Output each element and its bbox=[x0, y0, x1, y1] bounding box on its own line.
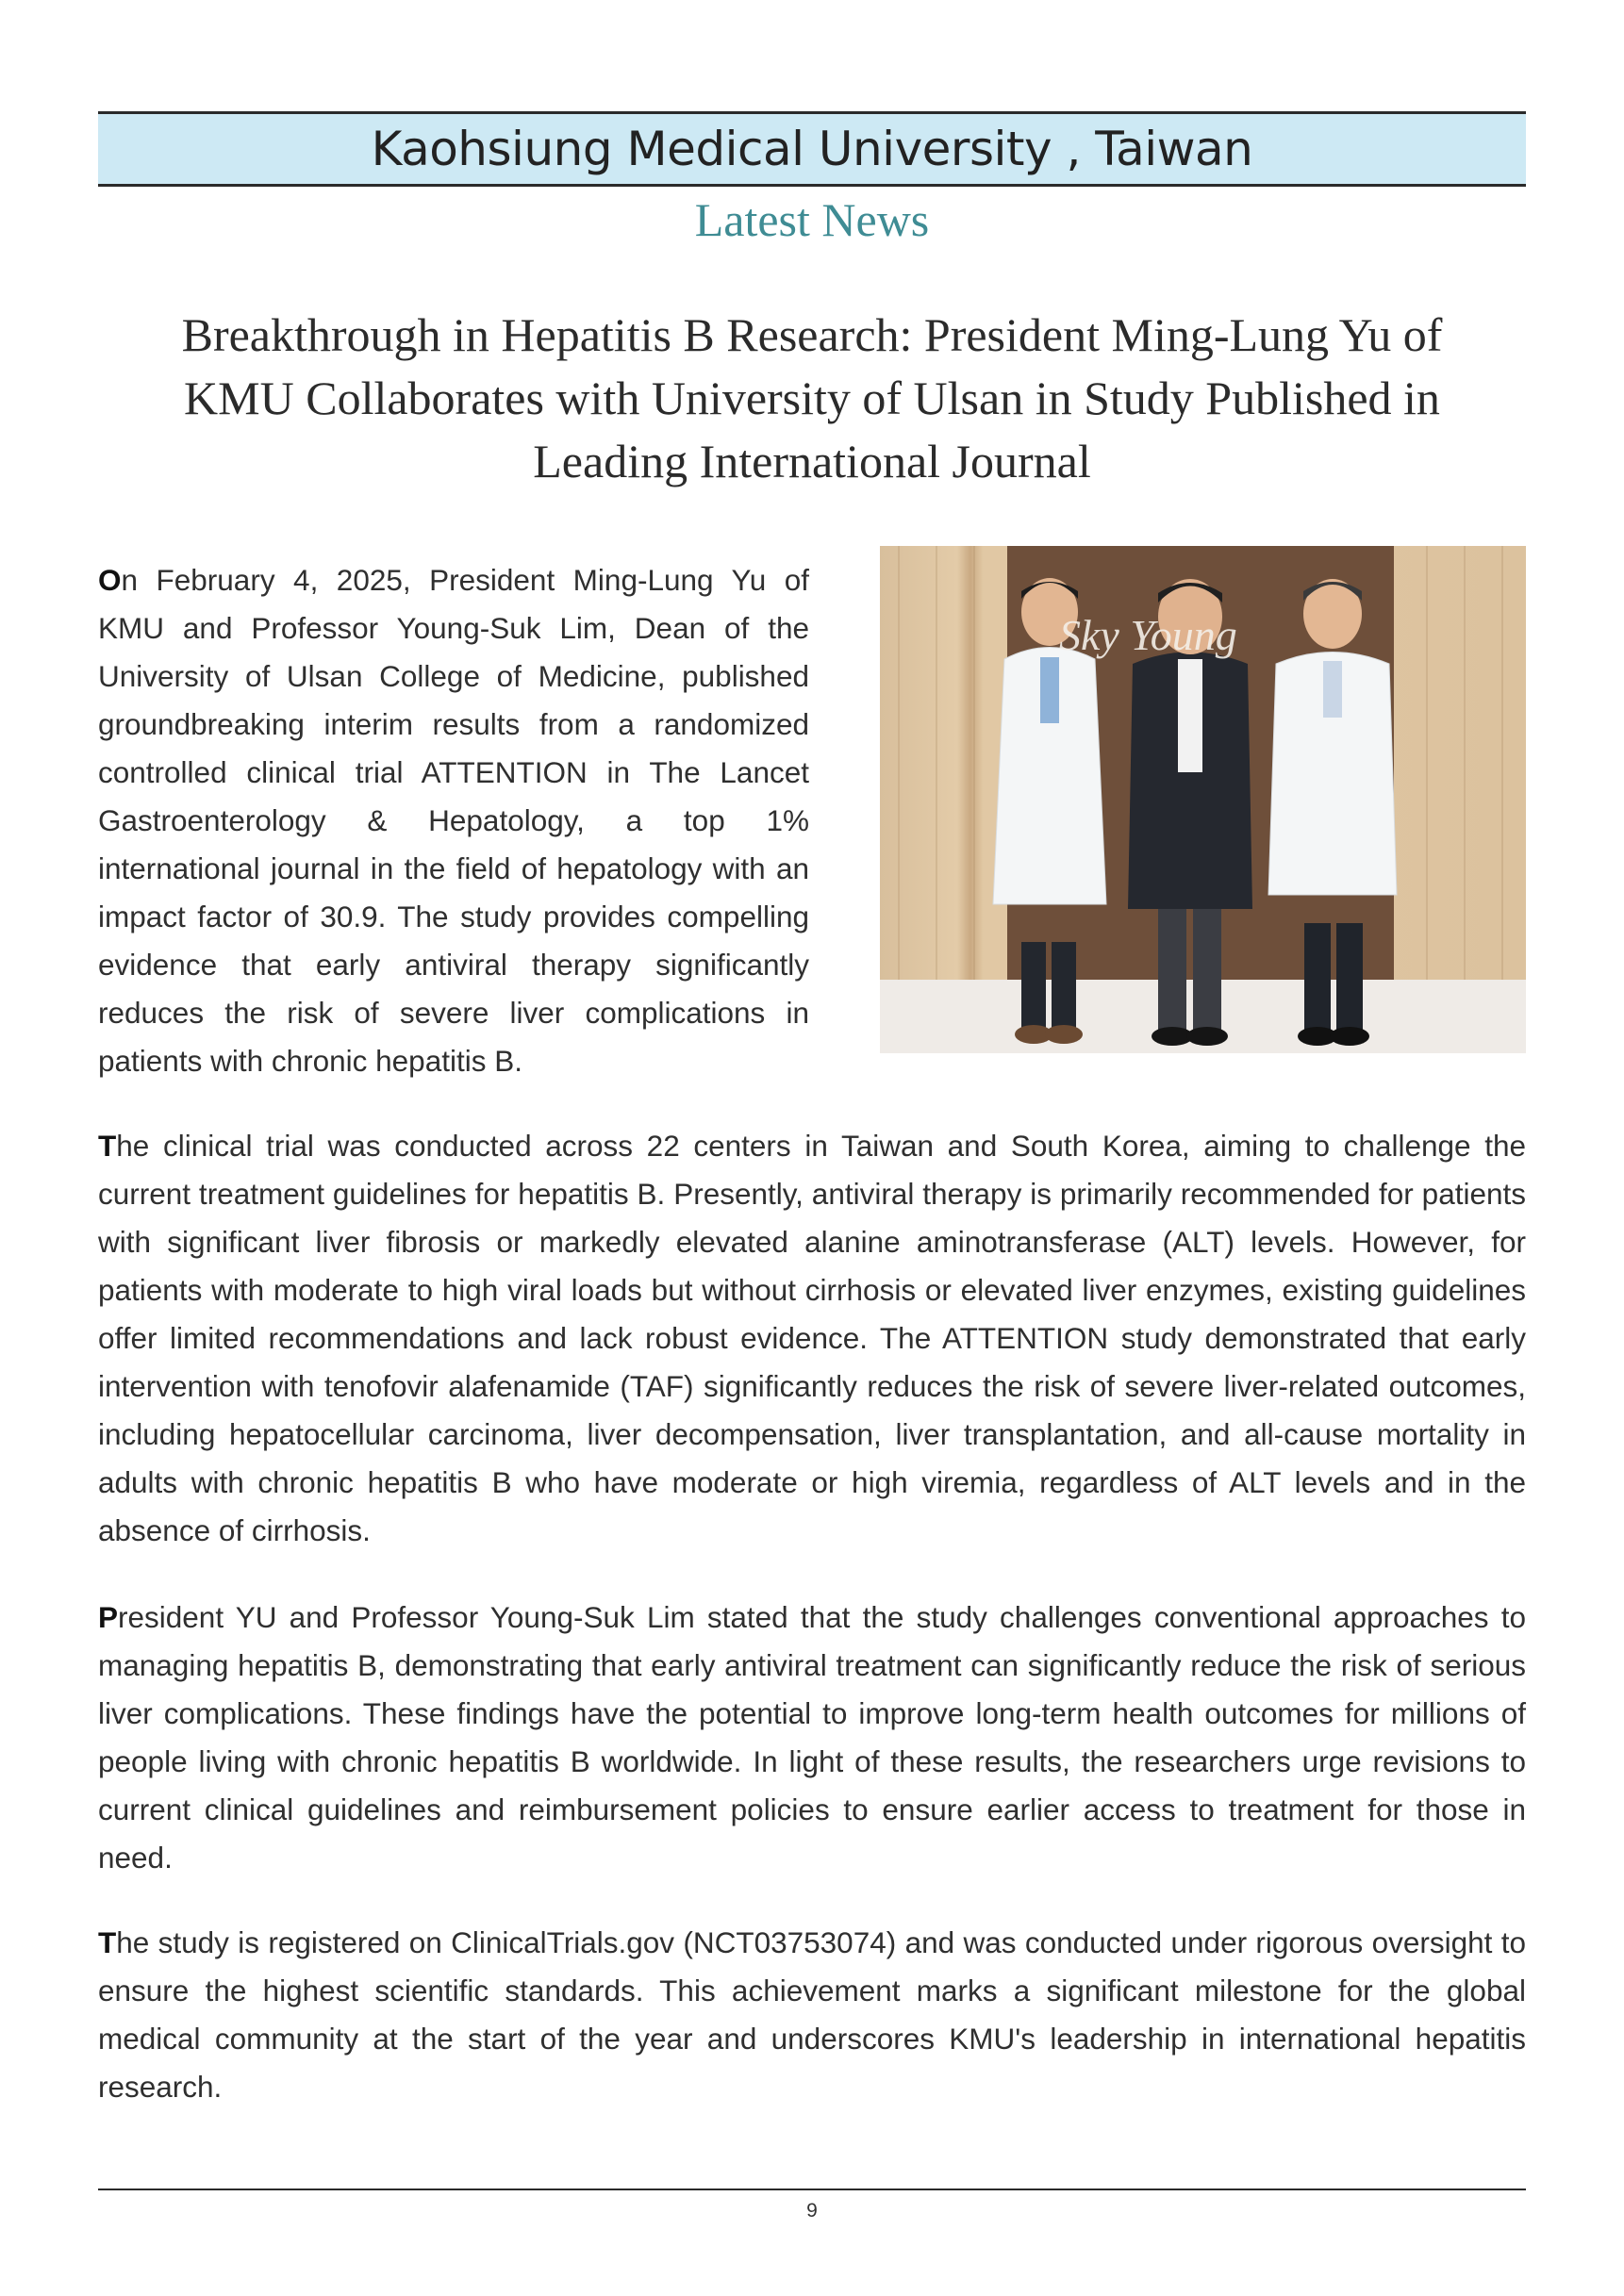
header-band bbox=[98, 111, 1526, 187]
paragraph-2 bbox=[98, 1122, 1526, 1555]
paragraph-text: resident YU and Professor Young-Suk Lim stated that the study challenges conventional approaches to managing hepatitis B, demonstrating that early antiviral treatment can significantly reduce the risk of serious liver complications. These findings have the potential to improve long-term health outcomes for millions of people living with chronic hepatitis B worldwide. In light of these results, the researchers urge revisions to current clinical guidelines and reimbursement policies to ensure earlier access to treatment for those in need. bbox=[98, 1600, 1526, 1875]
paragraph-4 bbox=[98, 1919, 1526, 2111]
section-label: Latest News bbox=[694, 193, 930, 246]
paragraph-3 bbox=[98, 1594, 1526, 1882]
paragraph-text: he clinical trial was conducted across 22 centers in Taiwan and South Korea, aiming to challenge the current treatment guidelines for hepatitis B. Presently, antiviral therapy is primarily recommended for patients with significant liver fibrosis or markedly elevated alanine aminotransferase (ALT) levels. However, for patients with moderate to high viral loads but without cirrhosis or elevated liver enzymes, existing guidelines offer limited recommendations and lack robust evidence. The ATTENTION study demonstrated that early intervention with tenofovir alafenamide (TAF) significantly reduces the risk of severe liver-related outcomes, including hepatocellular carcinoma, liver decompensation, liver transplantation, and all-cause mortality in adults with chronic hepatitis B who have moderate or high viremia, regardless of ALT levels and in the absence of cirrhosis. bbox=[98, 1129, 1526, 1547]
paragraph-1 bbox=[98, 556, 809, 1085]
paragraph-text: he study is registered on ClinicalTrials.gov (NCT03753074) and was conducted under rigorous oversight to ensure the highest scientific standards. This achievement marks a significant milestone for the global medical community at the start of the year and underscores KMU's leadership in international hepatitis research. bbox=[98, 1925, 1526, 2104]
article-photo bbox=[880, 546, 1526, 1053]
institution-title: Kaohsiung Medical University , Taiwan bbox=[371, 122, 1253, 176]
headline-line: Breakthrough in Hepatitis B Research: President Ming-Lung Yu of bbox=[181, 308, 1443, 361]
page-number: 9 bbox=[806, 2200, 818, 2222]
drop-letter: O bbox=[98, 563, 122, 597]
drop-letter: T bbox=[98, 1925, 117, 1959]
article-headline bbox=[98, 304, 1526, 493]
photo-illustration bbox=[880, 546, 1526, 1053]
drop-letter: T bbox=[98, 1129, 117, 1163]
drop-letter: P bbox=[98, 1600, 119, 1634]
footer-rule bbox=[98, 2189, 1526, 2190]
wall-sign-text: Sky Young bbox=[1059, 611, 1237, 659]
headline-line: Leading International Journal bbox=[533, 435, 1091, 487]
paragraph-text: n February 4, 2025, President Ming-Lung Yu of KMU and Professor Young-Suk Lim, Dean of the University of Ulsan College of Medicine, published groundbreaking interim results from a randomized controlled clinical trial ATTENTION in The Lancet Gastroenterology & Hepatology, a top 1% international journal in the field of hepatology with an impact factor of 30.9. The study provides compelling evidence that early antiviral therapy significantly reduces the risk of severe liver complications in patients with chronic hepatitis B. bbox=[98, 563, 809, 1078]
headline-line: KMU Collaborates with University of Ulsan in Study Published in bbox=[184, 372, 1440, 424]
